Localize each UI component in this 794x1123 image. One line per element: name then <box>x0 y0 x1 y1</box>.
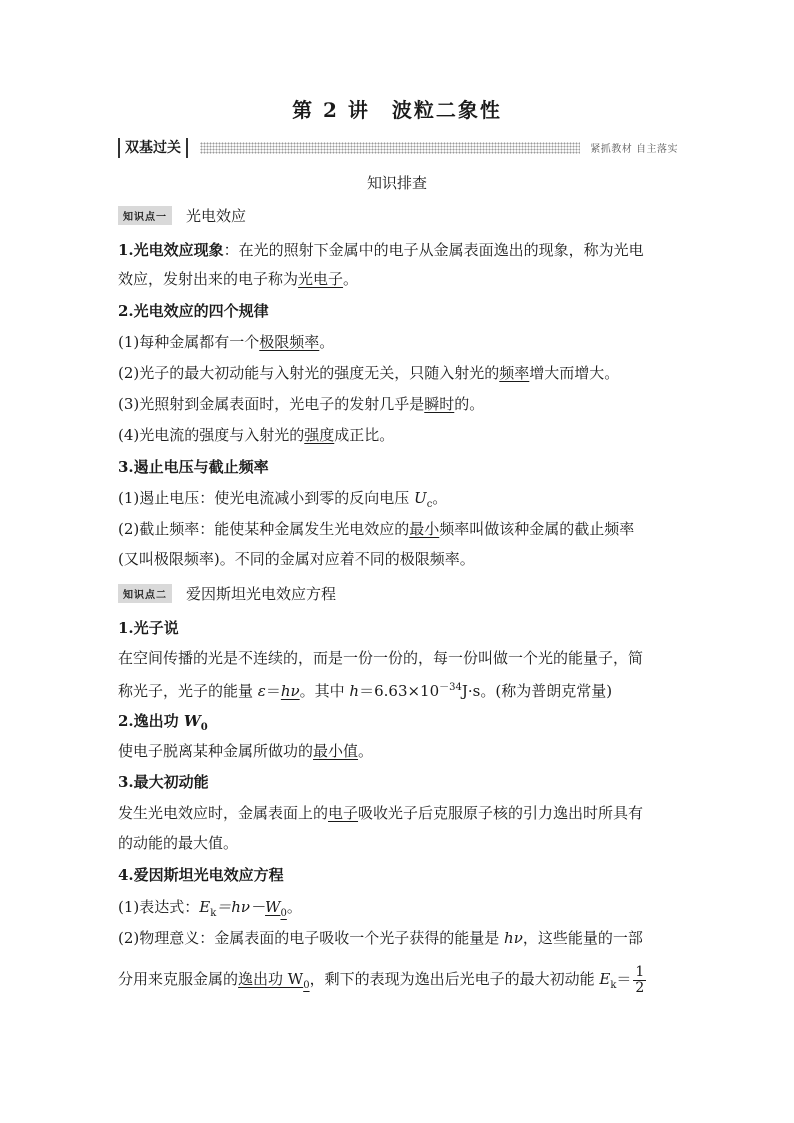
p2-end: 。 <box>358 742 374 760</box>
p1-equals: ＝ <box>265 682 281 700</box>
p3-text-a: 发生光电效应时，金属表面上的 <box>118 804 329 822</box>
v1-end: 。 <box>432 489 448 507</box>
p1-text-b: 。其中 <box>299 682 350 700</box>
p3-text-b: 吸收光子后克服原子核的引力逸出时所具有 <box>358 804 644 822</box>
banner-tag: 双基过关 <box>118 138 188 158</box>
kp1-s1-line2 <box>118 269 678 289</box>
kp2-p3-line1 <box>118 803 678 823</box>
kp1-cutoff-frequency-line1 <box>118 519 678 539</box>
kp1-cutoff-frequency-line2: (又叫极限频率)。不同的金属对应着不同的极限频率。 <box>118 550 475 568</box>
e1-E: E <box>199 898 211 916</box>
v1-text: (1)遏止电压：使光电流减小到零的反向电压 <box>118 489 415 507</box>
v2-blank: 最小 <box>409 520 440 538</box>
kp2-p3-line2: 的动能的最大值。 <box>118 834 239 852</box>
rule3-text: (3)光照射到金属表面时，光电子的发射几乎是 <box>118 395 425 413</box>
p3-blank: 电子 <box>328 804 359 822</box>
kp2-title: 爱因斯坦光电效应方程 <box>186 584 337 603</box>
kp1-s1-text2: 效应，发射出来的电子称为 <box>118 270 299 288</box>
rule2-blank: 频率 <box>499 364 530 382</box>
e3-text-a: 分用来克服金属的 <box>118 970 239 988</box>
kp1-title: 光电效应 <box>186 206 247 225</box>
p2-sub: 0 <box>200 722 208 733</box>
kp2-p1-heading: 1.光子说 <box>118 619 179 637</box>
rule4-blank: 强度 <box>304 426 335 444</box>
kp1-rule-3 <box>118 394 678 414</box>
rule1-text: (1)每种金属都有一个 <box>118 333 260 351</box>
p1-exponent: －34 <box>439 682 462 693</box>
rule4-text: (4)光电流的强度与入射光的 <box>118 426 305 444</box>
kp1-rule-4 <box>118 425 678 445</box>
v2-end: 频率叫做该种金属的截止频率 <box>439 520 635 538</box>
kp2-p2-heading <box>118 711 678 738</box>
p1-blank: hν <box>280 682 300 700</box>
e2-text-a: (2)物理意义：金属表面的电子吸收一个光子获得的能量是 <box>118 929 505 947</box>
kp1-s1-heading: 1.光电效应现象 <box>118 241 224 259</box>
p1-value: ＝6.63×10 <box>359 682 440 700</box>
section-banner <box>118 138 678 158</box>
kp1-rule-1 <box>118 332 678 352</box>
banner-dotted-rule <box>200 142 580 154</box>
p2-blank: 最小值 <box>313 742 359 760</box>
knowledge-point-2-header <box>118 584 336 602</box>
kp1-s1-line1 <box>118 240 678 260</box>
kp2-p3-heading: 3.最大初动能 <box>118 773 209 791</box>
kp1-s3-heading: 3.遏止电压与截止频率 <box>118 458 269 476</box>
e2-text-b: ，这些能量的一部 <box>522 929 643 947</box>
knowledge-point-1-header <box>118 206 246 224</box>
fraction-numerator: 1 <box>635 963 645 980</box>
e1-mid: ＝hν－ <box>216 898 266 916</box>
page-title <box>0 94 794 123</box>
p1-unit: J·s。(称为普朗克常量) <box>461 682 613 700</box>
kp2-equation-meaning-line2 <box>118 962 678 996</box>
p1-text: 称光子，光子的能量 <box>118 682 258 700</box>
title-prefix: 第 2 讲 <box>292 98 370 122</box>
v1-sub: c <box>426 499 433 510</box>
e1-k: k <box>210 908 217 919</box>
kp2-p4-heading: 4.爱因斯坦光电效应方程 <box>118 866 284 884</box>
e3-k: k <box>610 980 617 991</box>
banner-right-text: 紧抓教材 自主落实 <box>590 144 678 155</box>
rule4-end: 成正比。 <box>334 426 395 444</box>
e1-end: 。 <box>286 898 302 916</box>
kp1-s2-heading: 2.光电效应的四个规律 <box>118 302 269 320</box>
kp1-s1-end: 。 <box>343 270 359 288</box>
e1-W: W <box>265 898 281 916</box>
p1-h: h <box>349 682 360 700</box>
e3-E: E <box>599 970 611 988</box>
rule1-end: 。 <box>319 333 335 351</box>
fraction-one-half <box>633 965 646 996</box>
kp1-tag: 知识点一 <box>118 206 172 225</box>
e2-hv: hν <box>504 929 523 947</box>
kp2-p1-line2 <box>118 678 678 701</box>
fraction-denominator: 2 <box>635 979 645 996</box>
title-main: 波粒二象性 <box>391 98 502 122</box>
kp2-tag: 知识点二 <box>118 584 172 603</box>
section-subtitle: 知识排查 <box>366 174 427 192</box>
e3-blank-sub: 0 <box>303 980 310 991</box>
kp1-stop-voltage <box>118 488 678 515</box>
kp2-p2-text <box>118 741 678 761</box>
kp1-s1-text1: ：在光的照射下金属中的电子从金属表面逸出的现象，称为光电 <box>223 241 644 259</box>
kp2-equation-meaning-line1 <box>118 928 678 948</box>
rule2-text: (2)光子的最大初动能与入射光的强度无关，只随入射光的 <box>118 364 500 382</box>
e3-equals: ＝ <box>616 970 632 988</box>
rule2-end: 增大而增大。 <box>529 364 620 382</box>
p1-epsilon: ε <box>257 682 266 700</box>
e3-text-b: ，剩下的表现为逸出后光电子的最大初动能 <box>309 970 600 988</box>
e1-W-sub: 0 <box>280 908 287 919</box>
e1-label: (1)表达式： <box>118 898 200 916</box>
p2-text: 使电子脱离某种金属所做功的 <box>118 742 314 760</box>
v2-text: (2)截止频率：能使某种金属发生光电效应的 <box>118 520 410 538</box>
p2-symbol: W <box>183 712 201 730</box>
kp1-rule-2 <box>118 363 678 383</box>
rule3-blank: 瞬时 <box>424 395 455 413</box>
kp2-equation-expression <box>118 897 678 924</box>
rule1-blank: 极限频率 <box>259 333 320 351</box>
p2-heading-text: 2.逸出功 <box>118 712 184 730</box>
kp2-p1-line1: 在空间传播的光是不连续的，而是一份一份的，每一份叫做一个光的能量子，简 <box>118 649 644 667</box>
v1-symbol: U <box>414 489 427 507</box>
kp1-s1-blank: 光电子 <box>298 270 344 288</box>
e3-blank: 逸出功 W <box>238 970 304 988</box>
rule3-end: 的。 <box>454 395 485 413</box>
